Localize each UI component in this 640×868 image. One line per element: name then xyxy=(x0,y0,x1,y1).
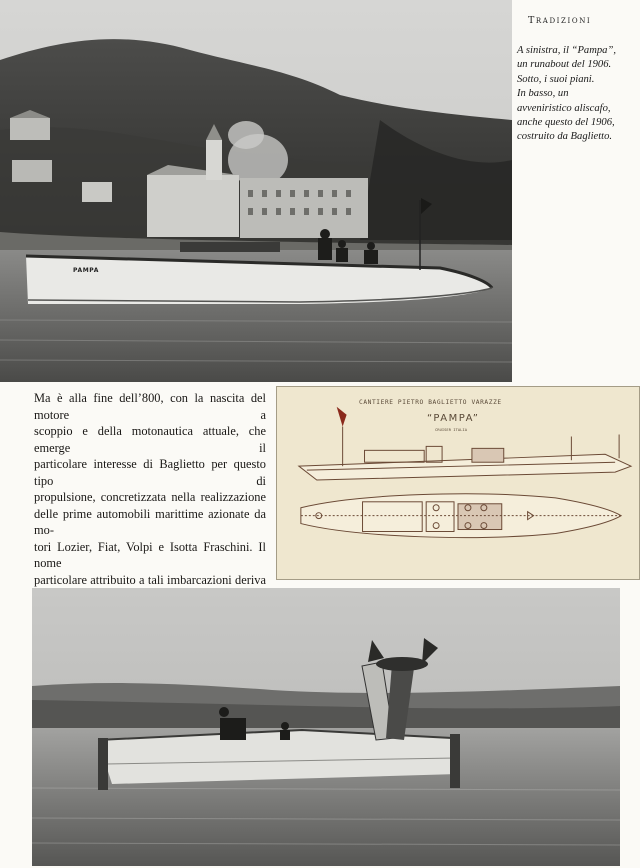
pampa-hull-lettering: PAMPA xyxy=(73,267,99,274)
body-line: Ma è alla fine dell’800, con la nascita del motore a xyxy=(34,391,266,422)
caption-line: un runabout del 1906. xyxy=(517,59,612,71)
section-heading: Tradizioni xyxy=(528,15,592,26)
body-line: propulsione, concretizzata nella realizzazione xyxy=(34,490,266,504)
caption-line: anche questo del 1906, xyxy=(517,117,615,129)
plans-subtitle: CRUISER ITALIA xyxy=(435,427,468,432)
caption-line: In basso, un xyxy=(517,88,569,100)
pampa-plans-drawing xyxy=(276,386,640,580)
plans-boat-name: “PAMPA” xyxy=(427,413,480,424)
caption-line: avveniristico aliscafo, xyxy=(517,102,611,114)
body-line: particolare interesse di Baglietto per questo tipo di xyxy=(34,457,266,488)
plans-yard-title: CANTIERE PIETRO BAGLIETTO VARAZZE xyxy=(359,399,502,406)
pampa-runabout-photo xyxy=(0,0,512,382)
caption-line: Sotto, i suoi piani. xyxy=(517,73,595,85)
photo-caption xyxy=(517,44,633,145)
body-line: tori Lozier, Fiat, Volpi e Isotta Fraschini. Il nome xyxy=(34,539,266,570)
caption-line: A sinistra, il “Pampa”, xyxy=(517,45,616,56)
body-line: delle prime automobili marittime azionate da mo- xyxy=(34,506,266,537)
caption-line: costruito da Baglietto. xyxy=(517,131,613,143)
body-line: scoppio e della motonautica attuale, che emerge il xyxy=(34,424,266,455)
hydrofoil-photo xyxy=(32,588,620,866)
body-line: particolare attribuito a tali imbarcazioni deriva xyxy=(34,572,266,587)
